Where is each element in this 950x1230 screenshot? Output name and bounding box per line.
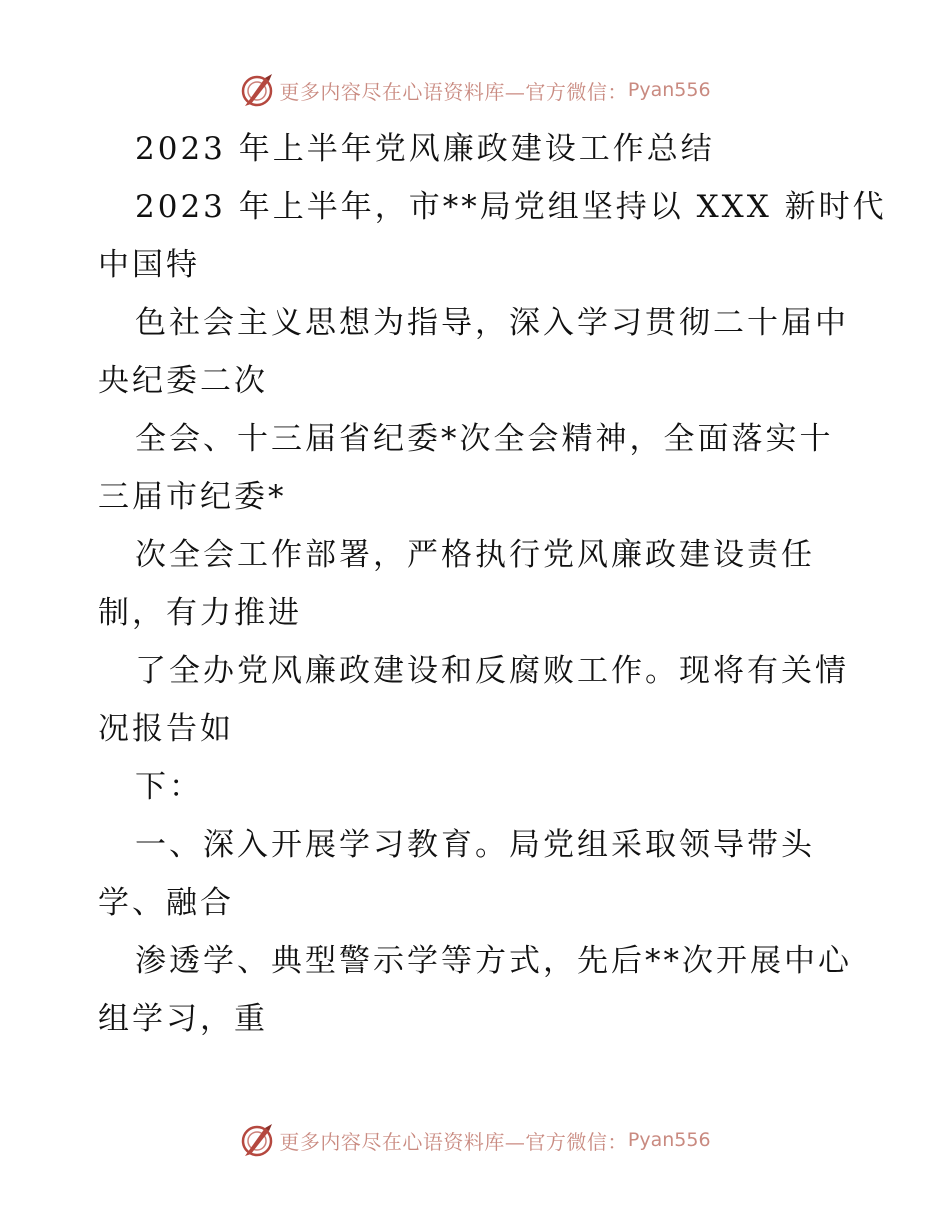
watermark-text: 更多内容尽在心语资料库—官方微信：	[279, 79, 628, 104]
paragraph-line: 渗透学、典型警示学等方式，先后**次开展中心	[135, 943, 852, 979]
footer-watermark	[0, 1120, 950, 1160]
paragraph-line: 了全办党风廉政建设和反腐败工作。现将有关情	[135, 653, 849, 689]
document-title: 2023 年上半年党风廉政建设工作总结	[135, 131, 715, 167]
section-heading-line: 一、深入开展学习教育。局党组采取领导带头	[135, 827, 815, 863]
watermark-text: 更多内容尽在心语资料库—官方微信：	[279, 1129, 628, 1154]
paragraph-line: 次全会工作部署，严格执行党风廉政建设责任	[135, 537, 815, 573]
paragraph-line: 三届市纪委*	[98, 479, 287, 515]
paragraph-line: 2023 年上半年，市**局党组坚持以 XXX 新时代	[135, 189, 887, 225]
quill-logo-icon	[239, 72, 275, 108]
paragraph-line: 制，有力推进	[98, 595, 302, 631]
watermark-wechat-id: Pyan556	[627, 1129, 711, 1151]
watermark-wechat-id: Pyan556	[627, 79, 711, 101]
header-watermark	[0, 70, 950, 110]
quill-logo-icon	[239, 1122, 275, 1158]
paragraph-line: 况报告如	[98, 711, 234, 747]
paragraph-line: 央纪委二次	[98, 363, 268, 399]
paragraph-line: 全会、十三届省纪委*次全会精神，全面落实十	[135, 421, 834, 457]
paragraph-line: 下：	[135, 769, 203, 805]
paragraph-line: 色社会主义思想为指导，深入学习贯彻二十届中	[135, 305, 849, 341]
paragraph-line: 学、融合	[98, 885, 234, 921]
paragraph-line: 中国特	[98, 247, 200, 283]
paragraph-line: 组学习，重	[98, 1001, 268, 1037]
